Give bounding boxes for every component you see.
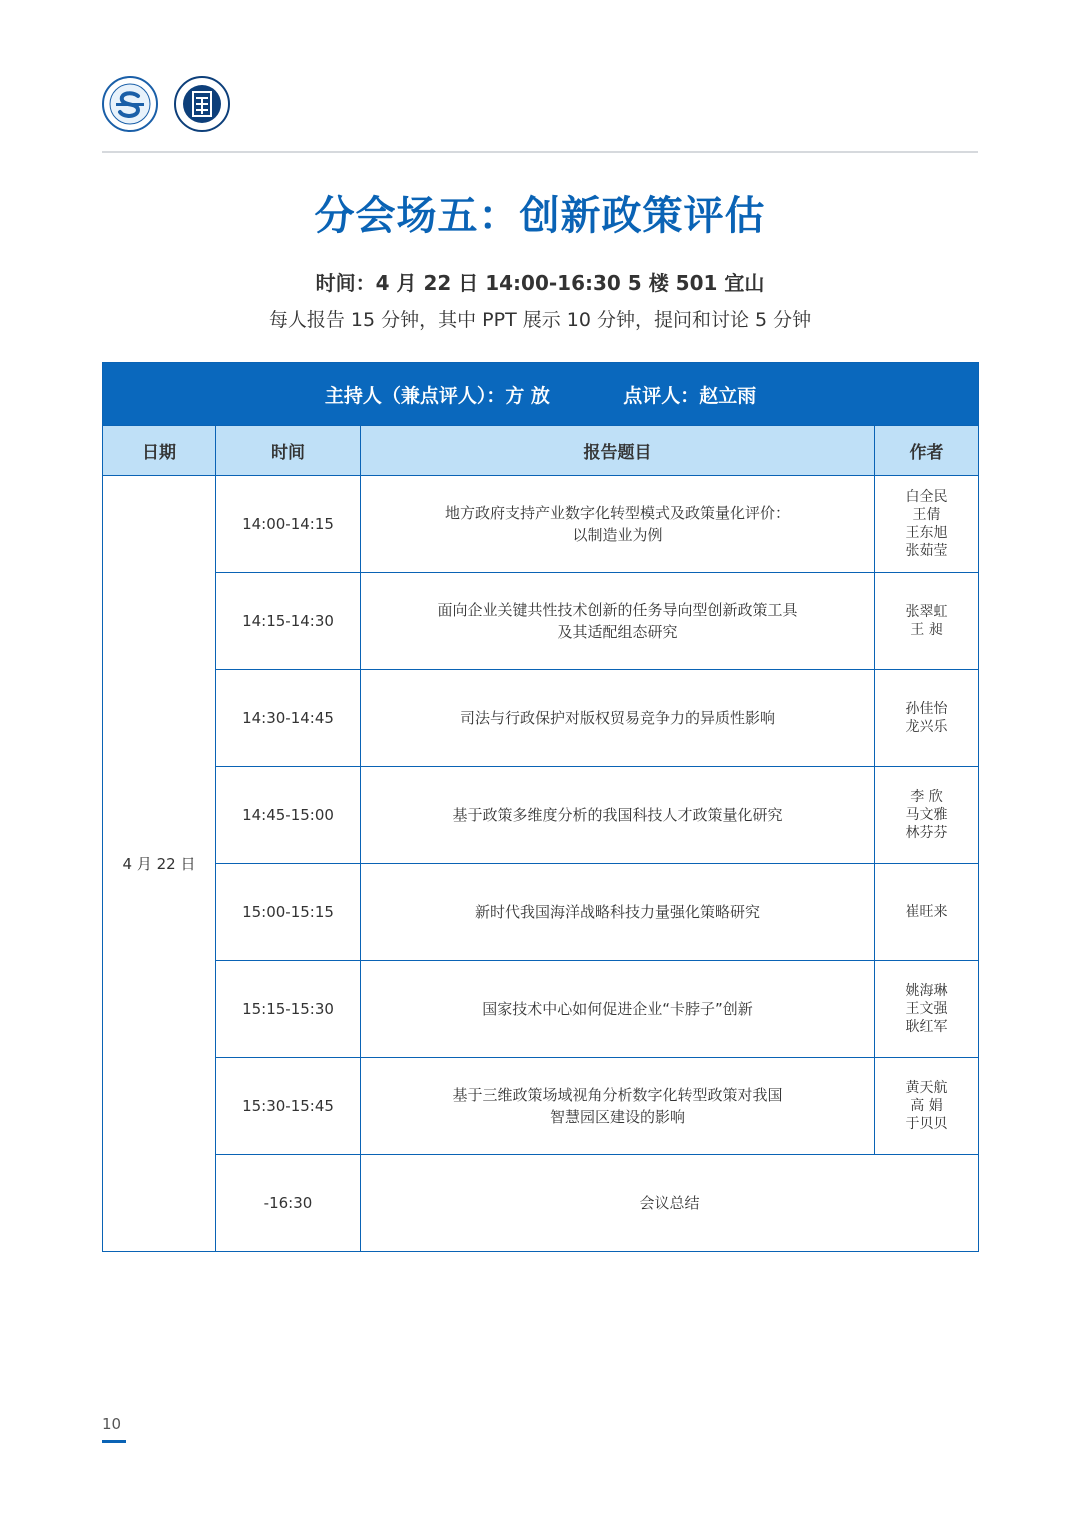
topic-line: 地方政府支持产业数字化转型模式及政策量化评价： <box>444 504 790 522</box>
topic-line: 及其适配组态研究 <box>557 623 678 641</box>
time-cell: 14:15-14:30 <box>216 573 361 670</box>
time-cell: 14:30-14:45 <box>216 670 361 767</box>
column-header-author: 作者 <box>875 426 979 476</box>
institute-seal-icon <box>174 76 230 132</box>
page-title: 分会场五：创新政策评估 <box>314 193 766 239</box>
page-number: 10 <box>102 1415 122 1433</box>
author-name: 崔旺来 <box>905 904 948 920</box>
author-cell <box>875 476 979 573</box>
author-name: 张翠虹 <box>905 604 948 620</box>
topic-line: 面向企业关键共性技术创新的任务导向型创新政策工具 <box>437 601 798 619</box>
author-name: 龙兴乐 <box>905 719 948 735</box>
reviewer-label: 点评人：赵立雨 <box>623 384 757 407</box>
table-row <box>103 476 979 573</box>
author-cell <box>875 1058 979 1155</box>
author-name: 姚海琳 <box>905 983 948 999</box>
time-cell: 15:15-15:30 <box>216 961 361 1058</box>
topic-cell <box>361 961 875 1058</box>
session-time-location: 时间：4 月 22 日 14:00-16:30 5 楼 501 宜山 <box>315 271 765 295</box>
topic-line: 新时代我国海洋战略科技力量强化策略研究 <box>474 903 760 921</box>
table-row <box>103 573 979 670</box>
author-cell <box>875 670 979 767</box>
author-cell <box>875 573 979 670</box>
author-name: 林芬芬 <box>905 825 948 841</box>
column-header-topic: 报告题目 <box>361 426 875 476</box>
column-header-row <box>103 426 979 476</box>
schedule-table <box>102 362 979 1252</box>
host-row <box>103 363 979 426</box>
topic-cell <box>361 476 875 573</box>
table-row <box>103 1058 979 1155</box>
table-row <box>103 670 979 767</box>
topic-cell <box>361 573 875 670</box>
table-row <box>103 864 979 961</box>
author-name: 李 欣 <box>910 789 943 805</box>
summary-row <box>103 1155 979 1252</box>
author-name: 王东旭 <box>905 525 948 541</box>
topic-cell <box>361 670 875 767</box>
author-name: 高 娟 <box>910 1098 943 1114</box>
session-format-note: 每人报告 15 分钟，其中 PPT 展示 10 分钟，提问和讨论 5 分钟 <box>268 309 812 331</box>
author-name: 于贝贝 <box>905 1116 948 1132</box>
author-name: 张茹莹 <box>905 543 948 559</box>
topic-line: 以制造业为例 <box>572 526 663 544</box>
author-cell <box>875 961 979 1058</box>
time-cell: 15:30-15:45 <box>216 1058 361 1155</box>
topic-line: 国家技术中心如何促进企业“卡脖子”创新 <box>482 1000 753 1018</box>
author-name: 黄天航 <box>905 1080 948 1096</box>
author-name: 马文雅 <box>905 807 948 823</box>
author-cell <box>875 864 979 961</box>
author-name: 王倩 <box>912 507 941 523</box>
author-name: 耿红军 <box>905 1019 948 1035</box>
society-logo-icon <box>102 76 158 132</box>
header-logos <box>102 76 230 132</box>
host-cell <box>103 363 979 426</box>
summary-cell: 会议总结 <box>361 1155 979 1252</box>
topic-line: 基于政策多维度分析的我国科技人才政策量化研究 <box>452 806 783 824</box>
topic-cell <box>361 864 875 961</box>
author-name: 王文强 <box>905 1001 948 1017</box>
author-name: 孙佳怡 <box>905 701 948 717</box>
topic-cell <box>361 767 875 864</box>
table-row <box>103 961 979 1058</box>
header-divider <box>102 151 978 153</box>
page-number-underline <box>102 1440 126 1443</box>
date-cell: 4 月 22 日 <box>103 476 216 1252</box>
table-row <box>103 767 979 864</box>
topic-cell <box>361 1058 875 1155</box>
time-cell: 14:45-15:00 <box>216 767 361 864</box>
topic-line: 司法与行政保护对版权贸易竞争力的异质性影响 <box>459 709 775 727</box>
author-name: 王 昶 <box>910 622 943 638</box>
column-header-time: 时间 <box>216 426 361 476</box>
topic-line: 基于三维政策场域视角分析数字化转型政策对我国 <box>452 1086 783 1104</box>
time-cell: -16:30 <box>216 1155 361 1252</box>
author-name: 白全民 <box>905 489 948 505</box>
author-cell <box>875 767 979 864</box>
topic-line: 智慧园区建设的影响 <box>549 1108 685 1126</box>
time-cell: 15:00-15:15 <box>216 864 361 961</box>
host-label: 主持人（兼点评人）：方 放 <box>324 384 550 407</box>
time-cell: 14:00-14:15 <box>216 476 361 573</box>
column-header-date: 日期 <box>103 426 216 476</box>
